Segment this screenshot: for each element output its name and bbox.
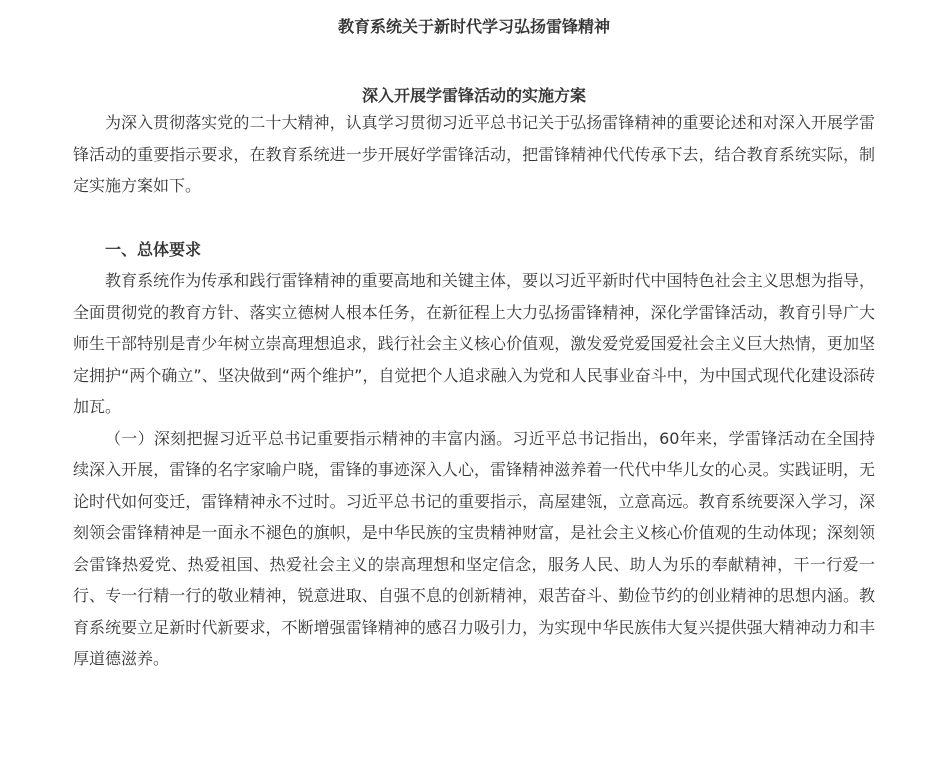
- section-heading-general-requirements: 一、总体要求: [105, 239, 202, 259]
- subsection-paragraph: （一）深刻把握习近平总书记重要指示精神的丰富内涵。习近平总书记指出，60年来，学雷锋活动在全国持续深入开展，雷锋的名字家喻户晓，雷锋的事迹深入人心，雷锋精神滋养着一代代中华儿女的心灵。实践证明，无论时代如何变迁，雷锋精神永不过时。习近平总书记的重要指示，高屋建瓴，立意高远。教育系统要深入学习，深刻领会雷锋精神是一面永不褪色的旗帜，是中华民族的宝贵精神财富，是社会主义核心价值观的生动体现；深刻领会雷锋热爱党、热爱祖国、热爱社会主义的崇高理想和坚定信念，服务人民、助人为乐的奉献精神，干一行爱一行、专一行精一行的敬业精神，锐意进取、自强不息的创新精神，艰苦奋斗、勤俭节约的创业精神的思想内涵。教育系统要立足新时代新要求，不断增强雷锋精神的感召力吸引力，为实现中华民族伟大复兴提供强大精神动力和丰厚道德滋养。: [73, 428, 875, 668]
- document-subtitle: 深入开展学雷锋活动的实施方案: [361, 86, 586, 105]
- document-title: 教育系统关于新时代学习弘扬雷锋精神: [337, 17, 610, 36]
- intro-paragraph: 为深入贯彻落实党的二十大精神，认真学习贯彻习近平总书记关于弘扬雷锋精神的重要论述和对深入开展学雷锋活动的重要指示要求，在教育系统进一步开展好学雷锋活动，把雷锋精神代代传承下去，结合教育系统实际，制定实施方案如下。: [73, 113, 875, 195]
- section-body-paragraph: 教育系统作为传承和践行雷锋精神的重要高地和关键主体，要以习近平新时代中国特色社会主义思想为指导，全面贯彻党的教育方针、落实立德树人根本任务，在新征程上大力弘扬雷锋精神，深化学雷锋活动，教育引导广大师生干部特别是青少年树立崇高理想追求，践行社会主义核心价值观，激发爱党爱国爱社会主义巨大热情，更加坚定拥护“两个确立”、坚决做到“两个维护”，自觉把个人追求融入为党和人民事业奋斗中，为中国式现代化建设添砖加瓦。: [73, 271, 875, 416]
